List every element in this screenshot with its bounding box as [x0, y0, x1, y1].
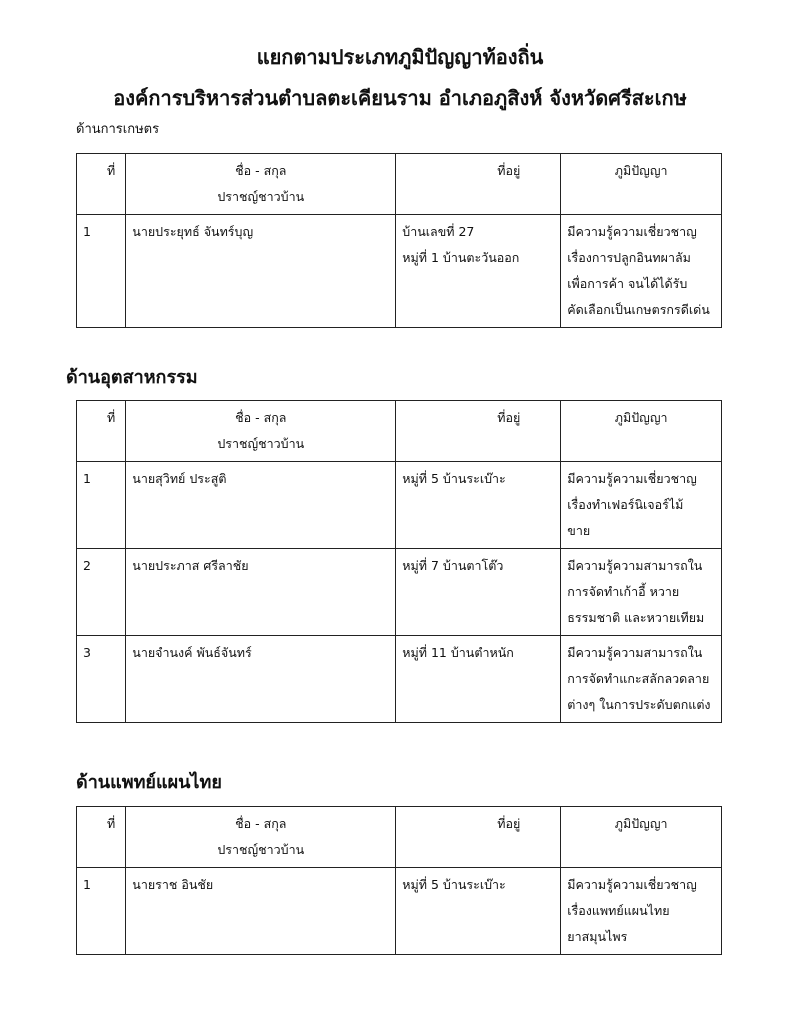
row-address: [396, 215, 561, 328]
address-line: หมู่ที่ 7 บ้านตาโต๊ว: [402, 558, 504, 573]
header-name: [126, 807, 396, 868]
row-wisdom: [561, 636, 722, 723]
document-title: แยกตามประเภทภูมิปัญญาท้องถิ่น: [256, 45, 544, 69]
wisdom-line: มีความรู้ความสามารถใน: [567, 558, 703, 573]
wisdom-line: มีความรู้ความเชี่ยวชาญ: [567, 471, 697, 486]
row-no: 1: [77, 868, 126, 955]
wisdom-line: การจัดทำแกะสลักลวดลาย: [567, 671, 710, 686]
table-row: [77, 462, 722, 549]
address-line: หมู่ที่ 11 บ้านตำหนัก: [402, 645, 514, 660]
wisdom-line: มีความรู้ความเชี่ยวชาญ: [567, 877, 697, 892]
row-no: 3: [77, 636, 126, 723]
table-header-row: [77, 807, 722, 868]
table-row: [77, 549, 722, 636]
header-name-line1: ชื่อ - สกุล: [235, 163, 287, 178]
row-wisdom: [561, 868, 722, 955]
row-no: 2: [77, 549, 126, 636]
header-no: ที่: [77, 154, 126, 215]
header-no: ที่: [77, 401, 126, 462]
row-name: นายประยุทธ์ จันทร์บุญ: [126, 215, 396, 328]
wisdom-line: เรื่องทำเฟอร์นิเจอร์ไม้: [567, 497, 684, 512]
address-line: หมู่ที่ 1 บ้านตะวันออก: [402, 250, 520, 265]
table-row: [77, 215, 722, 328]
row-name: นายประภาส ศรีลาชัย: [126, 549, 396, 636]
header-name-line2: ปราชญ์ชาวบ้าน: [217, 189, 305, 204]
header-address: ที่อยู่: [396, 401, 561, 462]
row-wisdom: [561, 462, 722, 549]
table-header-row: [77, 154, 722, 215]
row-no: 1: [77, 215, 126, 328]
wisdom-line: ต่างๆ ในการประดับตกแต่ง: [567, 697, 711, 712]
header-wisdom: ภูมิปัญญา: [561, 401, 722, 462]
header-name-line2: ปราชญ์ชาวบ้าน: [217, 842, 305, 857]
table-row: [77, 868, 722, 955]
header-wisdom: ภูมิปัญญา: [561, 807, 722, 868]
header-name-line2: ปราชญ์ชาวบ้าน: [217, 436, 305, 451]
row-address: [396, 462, 561, 549]
wisdom-line: เรื่องแพทย์แผนไทย: [567, 903, 670, 918]
header-no: ที่: [77, 807, 126, 868]
wisdom-line: มีความรู้ความเชี่ยวชาญ: [567, 224, 697, 239]
row-name: นายจำนงค์ พันธ์จันทร์: [126, 636, 396, 723]
wisdom-line: เพื่อการค้า จนได้ได้รับ: [567, 276, 688, 291]
table-thai-medicine: [76, 806, 722, 955]
wisdom-line: ขาย: [567, 523, 591, 538]
table-header-row: [77, 401, 722, 462]
row-address: [396, 868, 561, 955]
address-line: บ้านเลขที่ 27: [402, 224, 475, 239]
address-line: หมู่ที่ 5 บ้านระเบ๊าะ: [402, 877, 506, 892]
wisdom-line: คัดเลือกเป็นเกษตรกรดีเด่น: [567, 302, 710, 317]
header-name: [126, 401, 396, 462]
row-name: นายราช อินชัย: [126, 868, 396, 955]
wisdom-line: เรื่องการปลูกอินทผาลัม: [567, 250, 691, 265]
header-name-line1: ชื่อ - สกุล: [235, 816, 287, 831]
header-wisdom: ภูมิปัญญา: [561, 154, 722, 215]
row-wisdom: [561, 549, 722, 636]
header-name: [126, 154, 396, 215]
table-agriculture: [76, 153, 722, 328]
address-line: หมู่ที่ 5 บ้านระเบ๊าะ: [402, 471, 506, 486]
row-name: นายสุวิทย์ ประสูติ: [126, 462, 396, 549]
section-title-agriculture: ด้านการเกษตร: [76, 122, 160, 137]
table-industry: [76, 400, 722, 723]
section-title-thai-medicine: ด้านแพทย์แผนไทย: [76, 772, 222, 793]
row-address: [396, 636, 561, 723]
header-address: ที่อยู่: [396, 807, 561, 868]
document-subtitle: องค์การบริหารส่วนตำบลตะเคียนราม อำเภอภูสิงห์ จังหวัดศรีสะเกษ: [113, 86, 687, 110]
row-address: [396, 549, 561, 636]
wisdom-line: การจัดทำเก้าอี้ หวาย: [567, 584, 680, 599]
row-wisdom: [561, 215, 722, 328]
section-title-industry: ด้านอุตสาหกรรม: [66, 367, 198, 388]
wisdom-line: ธรรมชาติ และหวายเทียม: [567, 610, 705, 625]
table-row: [77, 636, 722, 723]
header-name-line1: ชื่อ - สกุล: [235, 410, 287, 425]
wisdom-line: มีความรู้ความสามารถใน: [567, 645, 703, 660]
wisdom-line: ยาสมุนไพร: [567, 929, 628, 944]
header-address: ที่อยู่: [396, 154, 561, 215]
row-no: 1: [77, 462, 126, 549]
